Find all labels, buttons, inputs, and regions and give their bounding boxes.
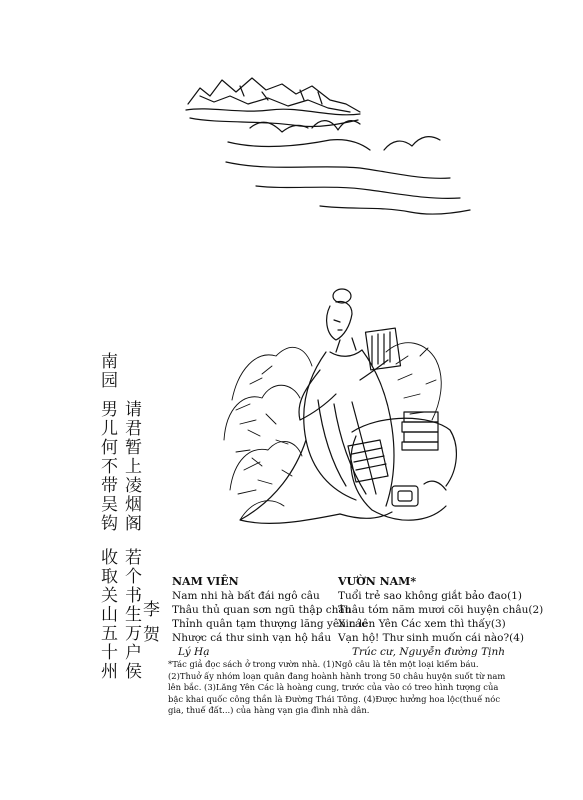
chinese-poem-line: 男儿何不带吴钩 bbox=[97, 400, 117, 533]
poem-translation-line: Vạn hộ! Thư sinh muốn cái nào?(4) bbox=[338, 632, 524, 644]
chinese-poem-author: 李贺 bbox=[139, 600, 159, 650]
river-drawing bbox=[226, 140, 470, 215]
poem-translation-heading: VƯỜN NAM* bbox=[338, 575, 417, 588]
poem-original-line: Nhược cá thư sinh vạn hộ hầu bbox=[172, 632, 332, 644]
poem-original-author: Lý Hạ bbox=[178, 646, 210, 658]
poem-original-line: Nam nhi hà bất đái ngô câu bbox=[172, 590, 320, 602]
chinese-poem-line: 收取关山五十州 bbox=[97, 548, 117, 681]
chinese-poem-line: 若个书生万户侯 bbox=[121, 548, 141, 681]
chinese-poem-title: 南园 bbox=[97, 352, 117, 390]
poem-translation-line: Xin lên Yên Các xem thì thấy(3) bbox=[338, 618, 506, 630]
table-drawing bbox=[348, 412, 456, 520]
poem-translation-column bbox=[338, 575, 543, 659]
footnotes: *Tác giả đọc sách ở trong vườn nhà. (1)Ngô câu là tên một loại kiếm báu. (2)Thuở ấy nhóm loạn quân đang hoành hành trong 50 châu huyện suốt từ nam lên bắc. (3)Lăng Yên Các là hoàng cung, trước của vào có treo hình tượng của bậc khai quốc công thần là Đường Thái Tông. (4)Được hưởng hoa lộc(thuế nóc gia, thuế đất...) của hàng vạn gia đình nhà dân. bbox=[168, 659, 506, 715]
poem-translation-line: Tuổi trẻ sao không giắt bảo đao(1) bbox=[338, 590, 522, 602]
mountains-drawing bbox=[186, 78, 360, 127]
poem-translation-line: Thâu tóm năm mươi cõi huyện châu(2) bbox=[338, 604, 544, 616]
scholar-figure-drawing bbox=[240, 289, 400, 523]
poem-original-line: Thâu thủ quan sơn ngũ thập châu bbox=[172, 604, 352, 616]
poem-translator: Trúc cư, Nguyễn đường Tịnh bbox=[352, 646, 505, 658]
poem-original-heading: NAM VIÊN bbox=[172, 575, 239, 588]
tree-drawing bbox=[224, 343, 441, 520]
chinese-poem-line: 请君暂上凌烟阁 bbox=[121, 400, 141, 533]
poem-original-line: Thỉnh quân tạm thượng lăng yên các bbox=[172, 618, 368, 630]
birds-drawing bbox=[250, 121, 440, 150]
